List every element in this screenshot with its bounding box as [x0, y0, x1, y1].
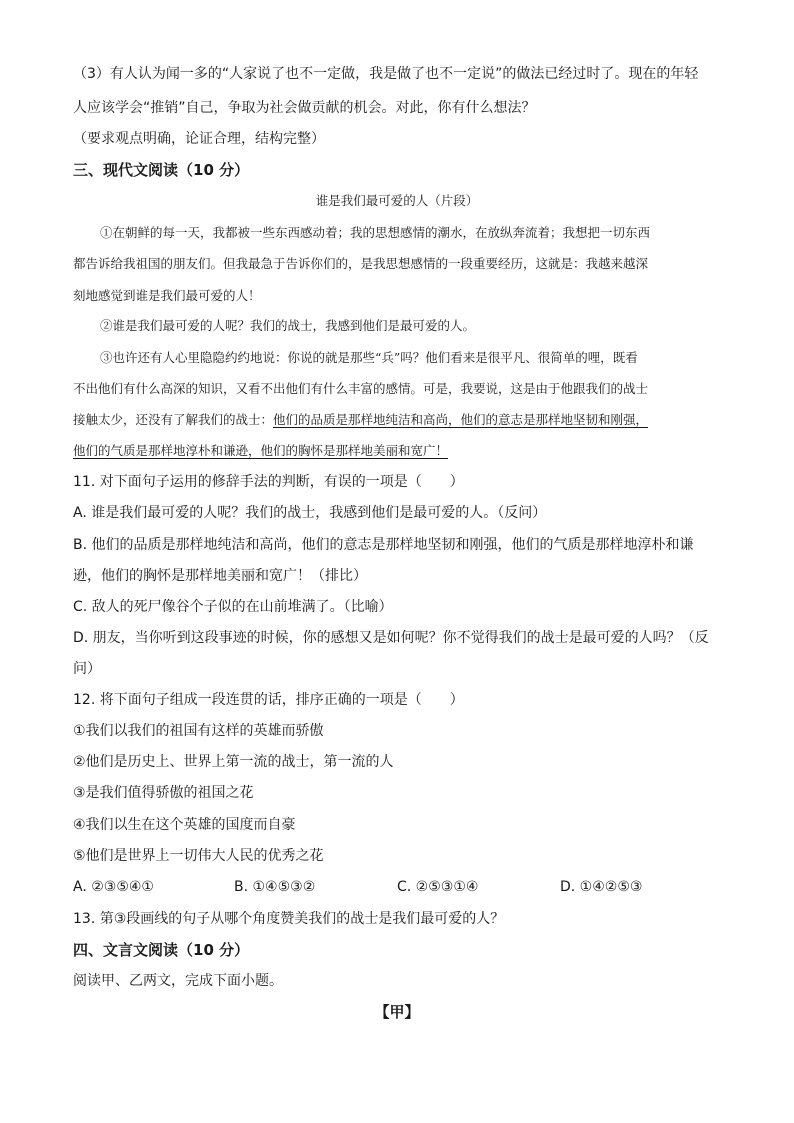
passage-p1-line-3: 刻地感觉到谁是我们最可爱的人！: [73, 288, 261, 303]
q12-stem: 12. 将下面句子组成一段连贯的话，排序正确的一项是（ ）: [73, 692, 464, 708]
passage-title: 谁是我们最可爱的人（片段）: [315, 193, 479, 208]
q12-option-b: B. ①④⑤③②: [234, 879, 316, 895]
passage-p3-plain-text: 接触太少，还没有了解我们的战士：: [73, 412, 274, 427]
q12-sentence-2: ②他们是历史上、世界上第一流的战士，第一流的人: [73, 754, 394, 770]
q11-option-d-line-1: D. 朋友，当你听到这段事迹的时候，你的感想又是如何呢？你不觉得我们的战士是最可爱的人吗？（反: [73, 630, 709, 646]
q12-sentence-4: ④我们以生在这个英雄的国度而自豪: [73, 817, 296, 833]
q11-option-b-line-1: B. 他们的品质是那样地纯洁和高尚，他们的意志是那样地坚韧和刚强，他们的气质是那样地淳朴和谦: [73, 537, 694, 553]
passage-p1-line-2: 都告诉给我祖国的朋友们。但我最急于告诉你们的，是我思想感情的一段重要经历，这就是：我越来越深: [73, 256, 649, 271]
passage-p3-line-3: [73, 410, 723, 430]
passage-p2: ②谁是我们最可爱的人呢？我们的战士，我感到他们是最可爱的人。: [100, 318, 476, 333]
text-jia-label: 【甲】: [374, 1003, 420, 1021]
q13-stem: 13. 第③段画线的句子从哪个角度赞美我们的战士是我们最可爱的人？: [73, 911, 505, 927]
underlined-sentence-part-1: 他们的品质是那样地纯洁和高尚，他们的意志是那样地坚韧和刚强，: [273, 412, 649, 427]
passage-p3-line-1: ③也许还有人心里隐隐约约地说：你说的就是那些“兵”吗？他们看来是很平凡、很简单的哩，既看: [100, 350, 638, 365]
q11-option-a: A. 谁是我们最可爱的人呢？我们的战士，我感到他们是最可爱的人。（反问）: [73, 505, 547, 521]
q12-option-d: D. ①④②⑤③: [560, 879, 643, 895]
q3-line-1: （3）有人认为闻一多的“人家说了也不一定做，我是做了也不一定说”的做法已经过时了。现在的年轻: [73, 66, 699, 82]
passage-p3-line-2: 不出他们有什么高深的知识，又看不出他们有什么丰富的感情。可是，我要说，这是由于他跟我们的战士: [73, 381, 649, 396]
q3-requirement: （要求观点明确，论证合理，结构完整）: [73, 131, 325, 147]
passage-p1-line-1: ①在朝鲜的每一天，我都被一些东西感动着；我的思想感情的潮水，在放纵奔流着；我想把一切东西: [100, 225, 651, 240]
underlined-sentence-part-2: 他们的气质是那样地淳朴和谦逊，他们的胸怀是那样地美丽和宽广！: [73, 443, 449, 458]
q12-sentence-5: ⑤他们是世界上一切伟大人民的优秀之花: [73, 848, 324, 864]
q11-option-d-line-2: 问）: [73, 661, 101, 677]
q12-option-a: A. ②③⑤④①: [73, 879, 154, 895]
q3-line-2: 人应该学会“推销”自己，争取为社会做贡献的机会。对此，你有什么想法？: [73, 100, 536, 116]
q12-sentence-3: ③是我们值得骄傲的祖国之花: [73, 785, 254, 801]
section-4-heading: 四、文言文阅读（10 分）: [73, 941, 250, 959]
section-3-heading: 三、现代文阅读（10 分）: [73, 161, 250, 179]
q12-option-c: C. ②⑤③①④: [397, 879, 479, 895]
q11-stem: 11. 对下面句子运用的修辞手法的判断，有误的一项是（ ）: [73, 474, 464, 490]
q11-option-c: C. 敌人的死尸像谷个子似的在山前堆满了。（比喻）: [73, 599, 393, 615]
q11-option-b-line-2: 逊，他们的胸怀是那样地美丽和宽广！（排比）: [73, 568, 367, 584]
section-4-intro: 阅读甲、乙两文，完成下面小题。: [73, 973, 283, 989]
q12-sentence-1: ①我们以我们的祖国有这样的英雄而骄傲: [73, 723, 324, 739]
